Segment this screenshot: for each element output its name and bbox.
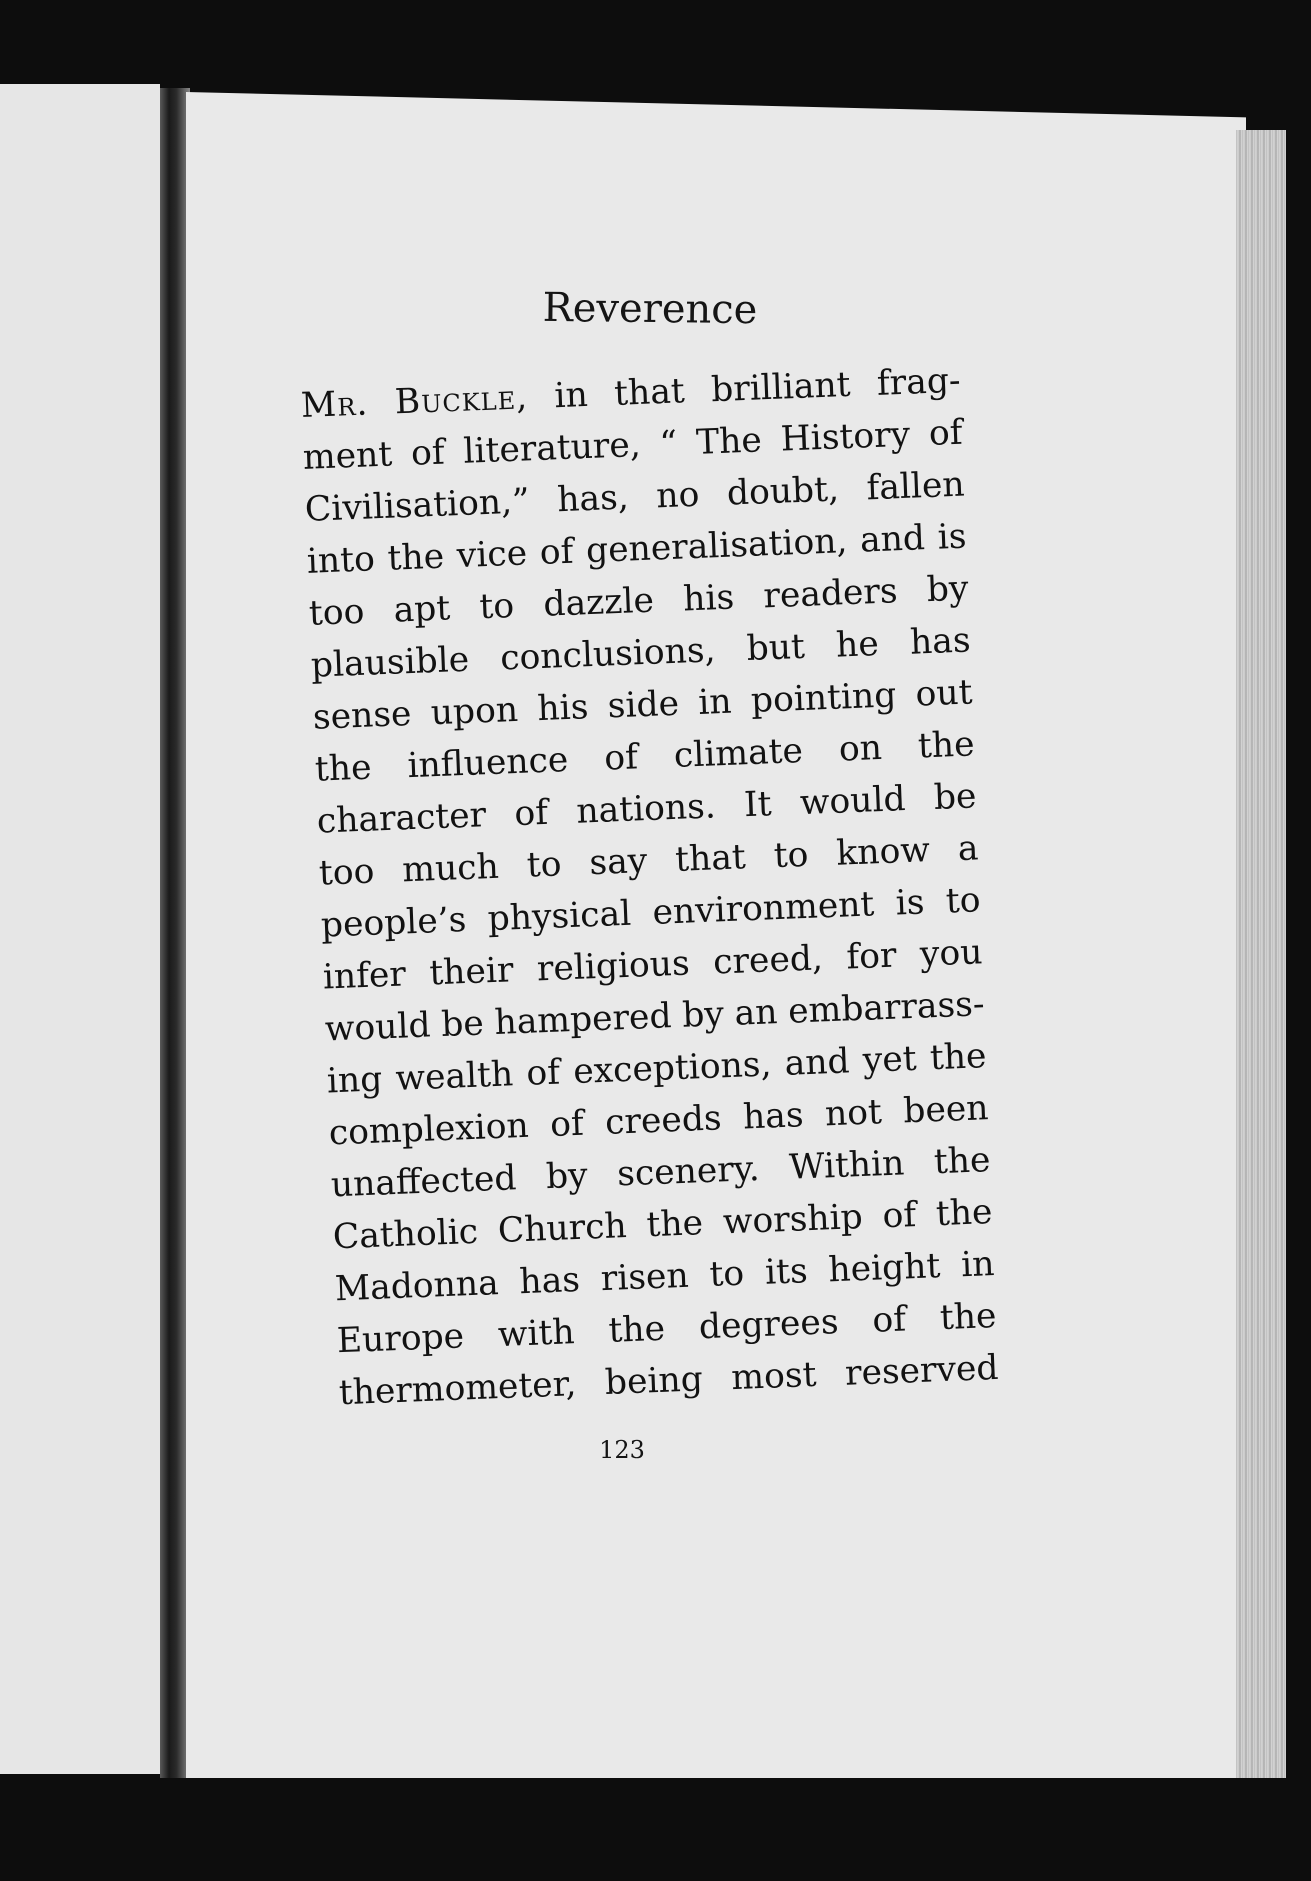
word: the xyxy=(314,747,373,790)
word: say xyxy=(588,841,648,884)
word: an xyxy=(733,992,779,1034)
word: people’s xyxy=(320,900,468,946)
word: plausible xyxy=(310,639,470,686)
running-head: Reverence xyxy=(542,284,758,334)
word: nations. xyxy=(575,786,717,832)
word: in xyxy=(960,1244,996,1286)
word: its xyxy=(764,1251,809,1293)
word: to xyxy=(945,880,982,922)
word: most xyxy=(730,1354,818,1399)
word: yet xyxy=(862,1038,918,1081)
word: risen xyxy=(600,1255,690,1300)
word: his xyxy=(536,687,590,730)
word: the xyxy=(645,1203,704,1246)
word: be xyxy=(933,776,978,818)
word: would xyxy=(324,1005,432,1050)
word: conclusions, xyxy=(499,630,717,679)
word: the xyxy=(917,724,976,767)
word: in xyxy=(553,374,589,417)
word: The xyxy=(695,420,763,463)
word: not xyxy=(824,1092,883,1135)
word: of xyxy=(410,432,446,474)
word: been xyxy=(902,1088,990,1132)
word: with xyxy=(497,1312,576,1356)
word: unaffected xyxy=(330,1158,518,1206)
word: out xyxy=(914,672,974,715)
word: much xyxy=(401,846,500,891)
word: has xyxy=(909,620,972,663)
word: Madonna xyxy=(334,1263,500,1310)
word: no xyxy=(655,474,701,517)
word: the xyxy=(935,1192,994,1235)
word: environment xyxy=(651,884,876,933)
word: into xyxy=(306,539,376,582)
word: influence xyxy=(406,739,570,787)
word: embarrass- xyxy=(787,984,986,1032)
book-gutter xyxy=(160,88,190,1778)
word: ing xyxy=(326,1059,384,1102)
word: climate xyxy=(673,730,804,776)
word: of xyxy=(525,1052,561,1094)
word: Mr. xyxy=(300,383,370,426)
word: scenery. xyxy=(616,1148,761,1195)
word: of xyxy=(928,412,964,454)
background-bottom xyxy=(0,1778,1311,1881)
word: of xyxy=(603,737,639,779)
word: creeds xyxy=(604,1098,723,1143)
word: vice xyxy=(456,533,528,577)
word: the xyxy=(386,536,445,579)
word: the xyxy=(933,1140,992,1183)
word: be xyxy=(440,1003,485,1046)
word: side xyxy=(606,683,680,727)
word: you xyxy=(919,932,984,975)
word: has xyxy=(518,1259,581,1303)
word: hampered xyxy=(493,996,673,1043)
word: apt xyxy=(392,588,451,631)
word: Civilisation,” xyxy=(304,481,531,530)
body-text xyxy=(300,355,999,1420)
word: reserved xyxy=(844,1347,1000,1394)
word: Church xyxy=(497,1206,628,1252)
word: ment xyxy=(302,434,393,478)
word: of xyxy=(549,1103,585,1145)
word: is xyxy=(894,882,926,924)
word: has xyxy=(742,1095,805,1138)
word: Buckle, xyxy=(394,377,529,423)
word: fallen xyxy=(865,464,966,509)
word: the xyxy=(939,1295,998,1339)
word: brilliant xyxy=(710,364,852,411)
left-page-edge xyxy=(0,84,160,1774)
page-number: 123 xyxy=(599,1436,645,1464)
word: that xyxy=(613,371,686,414)
word: for xyxy=(845,935,898,978)
word: has, xyxy=(556,477,630,521)
word: literature, xyxy=(462,424,642,472)
word: Within xyxy=(788,1143,906,1188)
word: readers xyxy=(762,571,899,617)
background-shadow xyxy=(1286,130,1311,1881)
word: pointing xyxy=(750,675,897,721)
word: religious xyxy=(536,943,691,990)
word: height xyxy=(827,1246,942,1291)
word: complexion xyxy=(328,1105,530,1154)
word: “ xyxy=(658,423,679,465)
word: of xyxy=(539,531,575,573)
word: would xyxy=(799,779,907,824)
word: by xyxy=(545,1155,589,1198)
word: but xyxy=(745,626,806,670)
word: in xyxy=(697,681,733,723)
word: and xyxy=(783,1041,851,1084)
word: the xyxy=(607,1308,666,1351)
word: is xyxy=(936,516,968,558)
word: History xyxy=(779,414,911,460)
word: know xyxy=(835,830,931,874)
word: degrees xyxy=(698,1302,840,1348)
word: he xyxy=(835,623,880,666)
word: by xyxy=(681,994,725,1036)
word: physical xyxy=(486,893,632,940)
word: worship xyxy=(722,1197,864,1243)
word: Europe xyxy=(336,1316,465,1362)
word: exceptions, xyxy=(572,1044,773,1093)
word: Catholic xyxy=(332,1211,479,1258)
word: on xyxy=(838,727,883,770)
word: frag- xyxy=(876,360,962,404)
word: to xyxy=(526,844,563,886)
word: thermometer, xyxy=(338,1364,578,1414)
word: to xyxy=(708,1253,745,1295)
word: the xyxy=(929,1036,988,1079)
word: doubt, xyxy=(726,469,840,514)
word: generalisation, xyxy=(585,521,849,572)
word: upon xyxy=(430,689,519,734)
word: of xyxy=(881,1194,917,1237)
word: dazzle xyxy=(542,580,655,625)
word: their xyxy=(428,950,515,994)
word: wealth xyxy=(394,1054,514,1099)
word: of xyxy=(871,1299,907,1341)
word: creed, xyxy=(712,938,824,983)
word: his xyxy=(682,577,735,620)
word: being xyxy=(604,1359,704,1404)
word: It xyxy=(743,784,773,826)
word: of xyxy=(513,792,549,835)
word: and xyxy=(859,518,926,561)
word: that xyxy=(674,837,747,880)
word: sense xyxy=(312,693,413,738)
word: by xyxy=(926,568,970,611)
word: too xyxy=(308,591,366,634)
word: infer xyxy=(322,954,407,998)
word: character xyxy=(316,795,487,842)
word: too xyxy=(318,851,376,894)
word: to xyxy=(773,834,810,877)
word: a xyxy=(957,828,980,870)
word: to xyxy=(478,585,515,628)
